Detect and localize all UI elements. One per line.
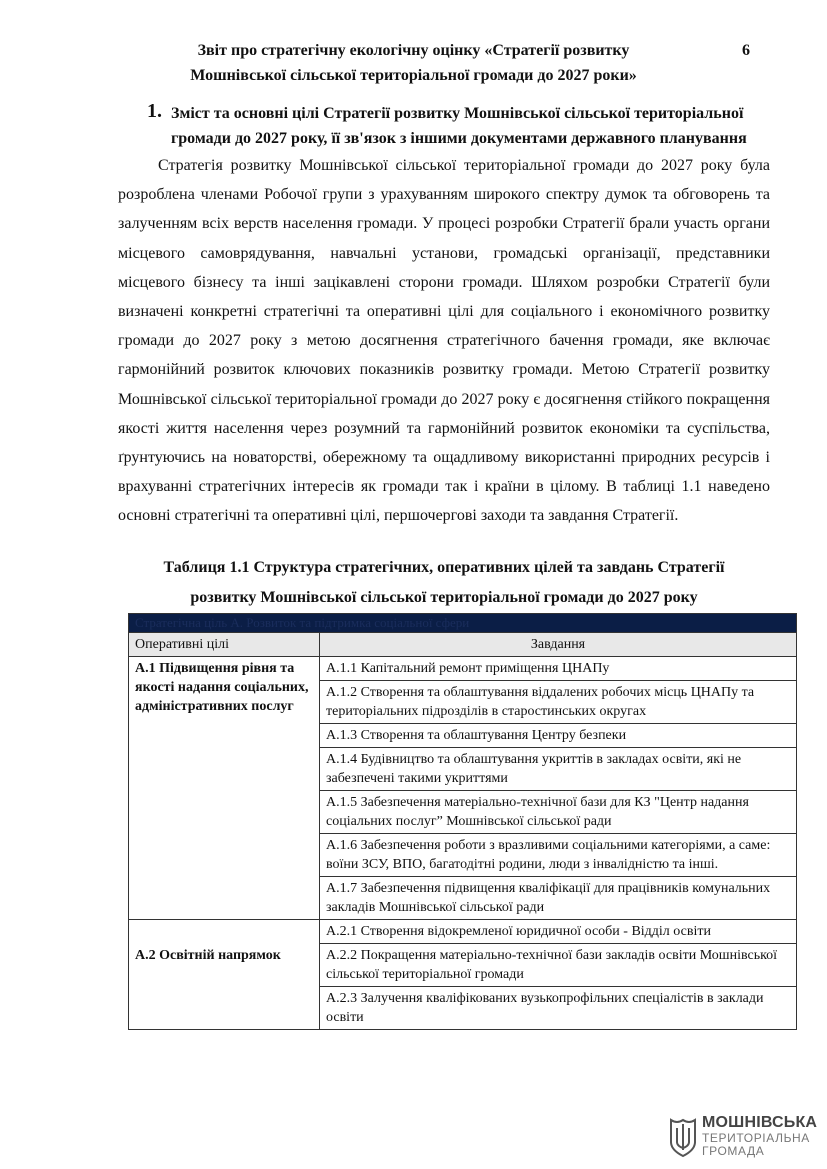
logo-line-2: ТЕРИТОРІАЛЬНА xyxy=(702,1131,810,1145)
operational-goal-a2: А.2 Освітній напрямок xyxy=(129,920,320,1030)
task-a-2-3: А.2.3 Залучення кваліфікованих вузькопрофільних спеціалістів в заклади освіти xyxy=(320,987,797,1030)
task-a-1-3: А.1.3 Створення та облаштування Центру безпеки xyxy=(320,724,797,748)
document-header xyxy=(0,38,827,88)
header-tasks: Завдання xyxy=(320,633,797,657)
section-title: Зміст та основні цілі Стратегії розвитку Мошнівської сільської територіальної громади до 2027 року, її зв'язок з іншими документами державного планування xyxy=(171,105,747,147)
logo-line-1: МОШНІВСЬКА xyxy=(702,1114,818,1131)
table-row xyxy=(129,920,797,944)
section-number: 1. xyxy=(147,100,162,122)
task-a-2-2: А.2.2 Покращення матеріально-технічної бази закладів освіти Мошнівської сільської територіальної громади xyxy=(320,944,797,987)
strategy-table xyxy=(128,613,797,1030)
task-a-1-5: А.1.5 Забезпечення матеріально-технічної бази для КЗ "Центр надання соціальних послуг” Мошнівської сільської ради xyxy=(320,791,797,834)
task-a-2-1: А.2.1 Створення відокремленої юридичної особи - Відділ освіти xyxy=(320,920,797,944)
task-a-1-4: А.1.4 Будівництво та облаштування укриттів в закладах освіти, які не забезпечені такими укриттями xyxy=(320,748,797,791)
table-title-line-1: Таблиця 1.1 Структура стратегічних, оперативних цілей та завдань Стратегії xyxy=(163,559,725,576)
body-paragraph: Стратегія розвитку Мошнівської сільської територіальної громади до 2027 року була розроблена членами Робочої групи з урахуванням широкого спектру думок та обговорень та залученням всіх верств населення громади. У процесі розробки Стратегії брали участь органи місцевого самоврядування, навчальні установи, громадські організації, представники місцевого бізнесу та інші зацікавлені сторони громади. Шляхом розробки Стратегії були визначені конкретні стратегічні та оперативні цілі для соціального і економічного розвитку громади до 2027 року з метою досягнення стратегічного бачення громади, яке включає гармонійний розвиток ключових показників розвитку громади. Метою Стратегії розвитку Мошнівської сільської територіальної громади до 2027 року є досягнення стійкого покращення якості життя населення через розумний та гармонійний розвиток економіки та суспільства, ґрунтуючись на новаторстві, обережному та ощадливому використанні природних ресурсів і врахуванні стратегічних інтересів як громади так і країни в цілому. В таблиці 1.1 наведено основні стратегічні та оперативні цілі, першочергові заходи та завдання Стратегії. xyxy=(118,157,770,525)
task-a-1-7: А.1.7 Забезпечення підвищення кваліфікації для працівників комунальних закладів Мошнівської сільської ради xyxy=(320,877,797,920)
task-a-1-2: А.1.2 Створення та облаштування віддалених робочих місць ЦНАПу та територіальних підрозділів в старостинських округах xyxy=(320,681,797,724)
table-title-line-2: розвитку Мошнівської сільської територіальної громади до 2027 року xyxy=(190,589,698,606)
task-a-1-6: А.1.6 Забезпечення роботи з вразливими соціальними категоріями, а саме: воїни ЗСУ, ВПО, багатодітні родини, люди з інвалідністю та інші. xyxy=(320,834,797,877)
logo-line-3: ГРОМАДА xyxy=(702,1144,765,1158)
operational-goal-a1: А.1 Підвищення рівня та якості надання соціальних, адміністративних послуг xyxy=(129,657,320,920)
table-header-row xyxy=(129,633,797,657)
table-title xyxy=(118,553,770,613)
strategic-goal-cell: Стратегічна ціль А. Розвиток та підтримка соціальної сфери xyxy=(129,614,797,633)
page-number: 6 xyxy=(742,42,750,59)
strategic-goal-row xyxy=(129,614,797,633)
trident-emblem-icon xyxy=(668,1116,698,1158)
header-line-1: Звіт про стратегічну екологічну оцінку «Стратегії розвитку xyxy=(197,42,630,59)
header-line-2: Мошнівської сільської територіальної громади до 2027 роки» xyxy=(190,67,637,84)
community-logo xyxy=(668,1114,818,1158)
task-a-1-1: А.1.1 Капітальний ремонт приміщення ЦНАПу xyxy=(320,657,797,681)
table-row xyxy=(129,657,797,681)
header-operational-goals: Оперативні цілі xyxy=(129,633,320,657)
